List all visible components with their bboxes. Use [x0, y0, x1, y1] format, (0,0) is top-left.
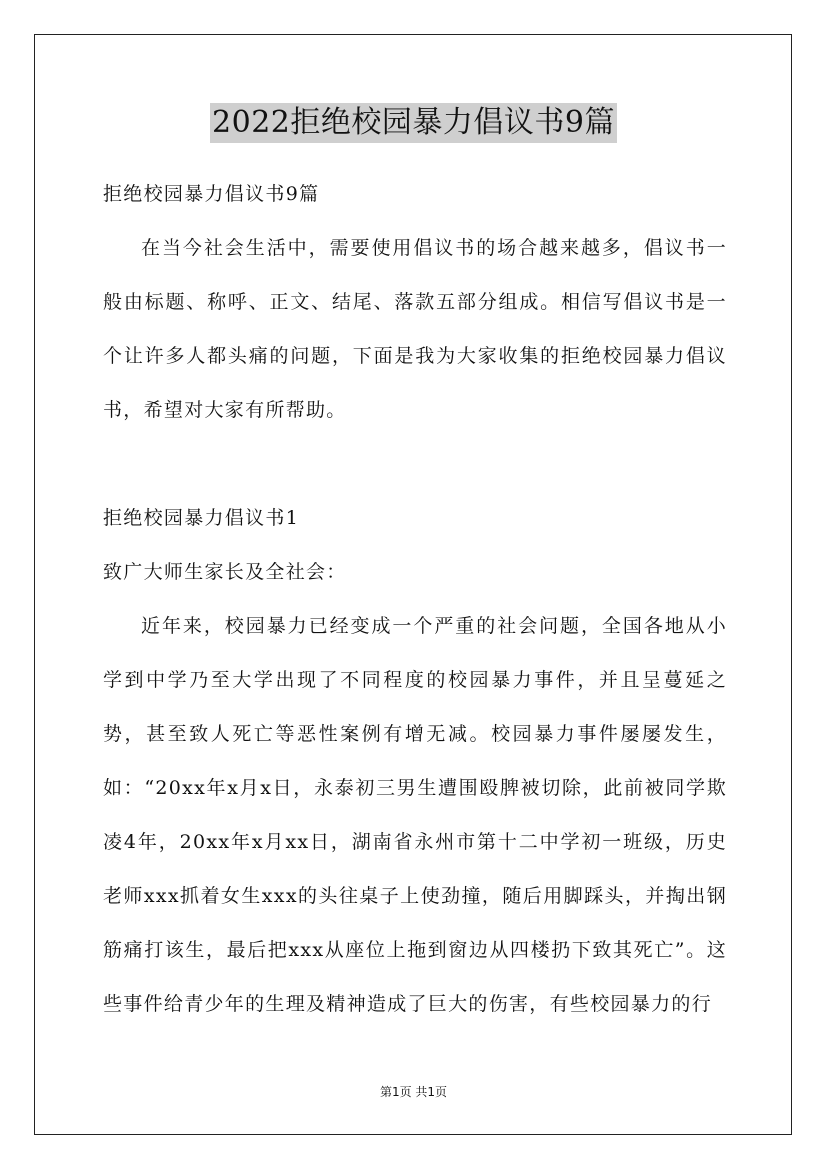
- page-footer: 第1页 共1页: [379, 1085, 448, 1099]
- section-heading: 拒绝校园暴力倡议书1: [103, 507, 300, 529]
- body-paragraph: 近年来，校园暴力已经变成一个严重的社会问题，全国各地从小学到中学乃至大学出现了不同程度的校园暴力事件，并且呈蔓延之势，甚至致人死亡等恶性案例有增无减。校园暴力事件屡屡发生，如：“20xx年x月x日，永泰初三男生遭围殴脾被切除，此前被同学欺凌4年，20xx年x月xx日，湖南省永州市第十二中学初一班级，历史老师xxx抓着女生xxx的头往桌子上使劲撞，随后用脚踩头，并掏出钢筋痛打该生，最后把xxx从座位上拖到窗边从四楼扔下致其死亡”。这些事件给青少年的生理及精神造成了巨大的伤害，有些校园暴力的行: [103, 615, 727, 1015]
- title-container: [0, 103, 827, 143]
- document-title: 2022拒绝校园暴力倡议书9篇: [210, 103, 617, 143]
- salutation: 致广大师生家长及全社会：: [103, 561, 347, 583]
- subtitle: 拒绝校园暴力倡议书9篇: [103, 183, 320, 205]
- intro-paragraph: 在当今社会生活中，需要使用倡议书的场合越来越多，倡议书一般由标题、称呼、正文、结尾、落款五部分组成。相信写倡议书是一个让许多人都头痛的问题，下面是我为大家收集的拒绝校园暴力倡议书，希望对大家有所帮助。: [103, 237, 727, 421]
